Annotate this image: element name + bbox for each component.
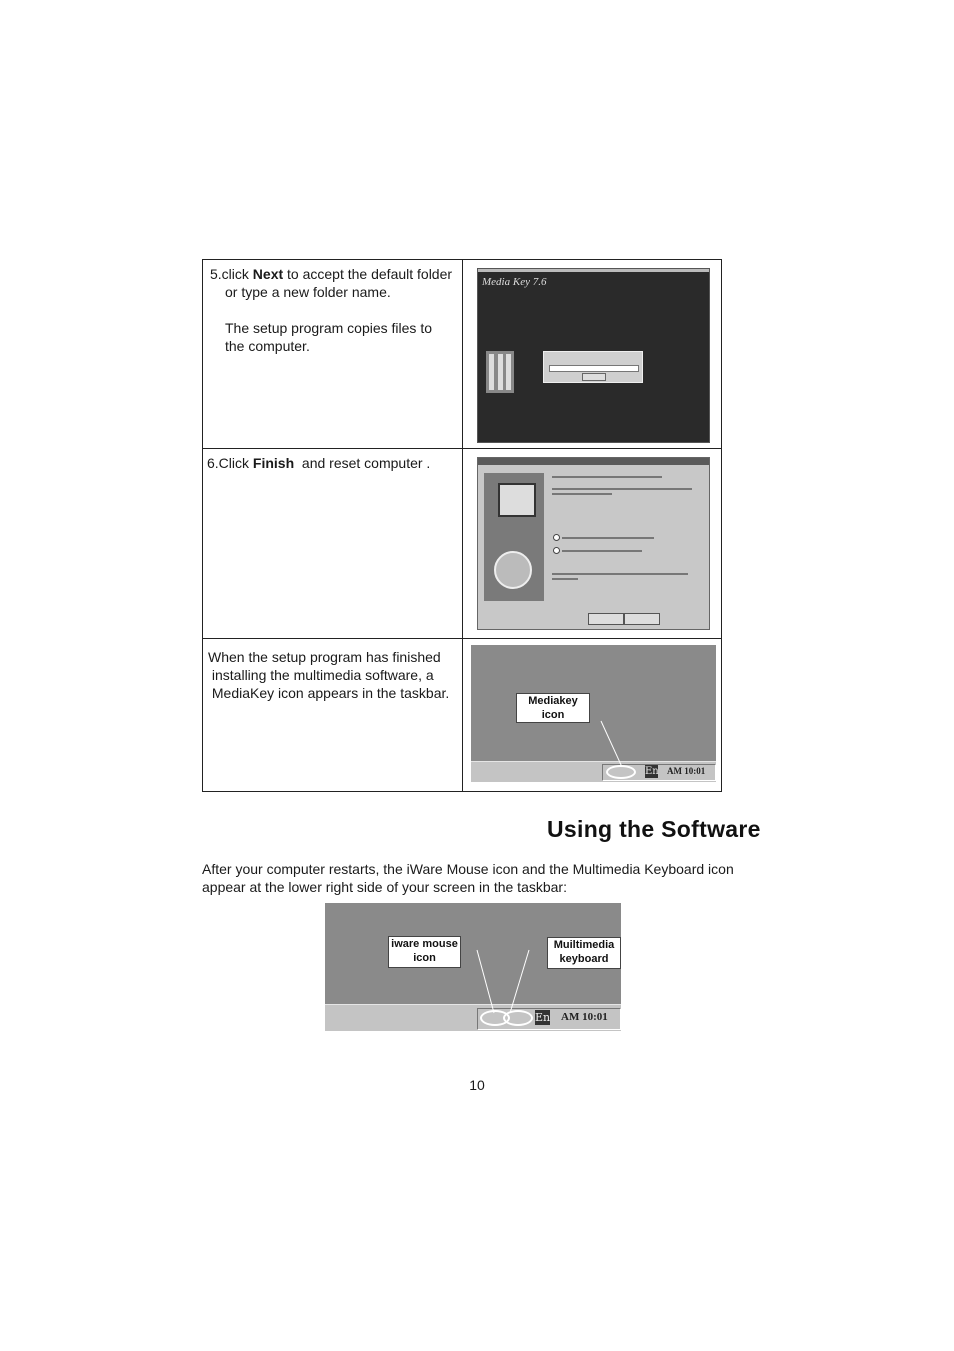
step-row-5 [203, 260, 721, 449]
language-indicator: En [535, 1011, 551, 1024]
multimedia-keyboard-icon [503, 1010, 533, 1026]
info-line-3: MediaKey icon appears in the taskbar. [208, 685, 450, 701]
column-divider [462, 260, 463, 448]
back-button [588, 613, 624, 625]
taskbar-icons-screenshot [325, 903, 621, 1031]
setup-wizard-graphic [484, 473, 544, 601]
text-line [562, 550, 642, 552]
taskbar-clock: AM 10:01 [667, 766, 706, 776]
section-heading: Using the Software [547, 816, 761, 842]
monitor-graphic [498, 483, 536, 517]
iware-mouse-callout: iware mouse icon [388, 936, 461, 968]
column-divider [462, 639, 463, 791]
page-number: 10 [469, 1077, 485, 1093]
mediakey-callout: Mediakey icon [516, 693, 590, 723]
taskbar [325, 1004, 621, 1031]
text-line [552, 493, 612, 495]
step-row-6 [203, 449, 721, 639]
taskbar-screenshot [471, 645, 716, 782]
steps-table [202, 259, 722, 792]
language-indicator: En [645, 766, 659, 777]
step-5-line-3: The setup program copies files to [225, 320, 432, 336]
cancel-button [582, 373, 606, 381]
finish-button [624, 613, 660, 625]
text-line [552, 573, 688, 575]
multimedia-keyboard-callout: Muiltimedia keyboard [547, 937, 621, 969]
restart-later-radio [553, 547, 560, 554]
step-5-line-4: the computer. [225, 338, 310, 354]
text-line [552, 488, 692, 490]
copy-progress-dialog [543, 351, 643, 383]
taskbar-clock: AM 10:01 [561, 1011, 608, 1023]
setup-complete-screenshot [477, 457, 710, 630]
text-line [562, 537, 654, 539]
taskbar [471, 761, 716, 782]
taskbar-info-row [203, 639, 721, 791]
info-line-2: installing the multimedia software, a [208, 667, 434, 683]
column-divider [462, 449, 463, 638]
step-6-line-1: 6.Click Finish and reset computer . [207, 455, 431, 471]
installer-app-title: Media Key 7.6 [482, 276, 547, 288]
info-line-1: When the setup program has finished [208, 649, 441, 665]
window-titlebar [478, 269, 709, 272]
step-5-line-2: or type a new folder name. [225, 284, 391, 300]
text-line [552, 578, 578, 580]
step-5-line-1: 5.click Next to accept the default folder [210, 266, 453, 282]
mediakey-icon [606, 765, 636, 779]
window-titlebar [478, 458, 709, 465]
installer-progress-screenshot [477, 268, 710, 443]
section-paragraph: After your computer restarts, the iWare Mouse icon and the Multimedia Keyboard icon appear at the lower right side of your screen in the taskbar: [202, 861, 734, 895]
restart-now-radio [553, 534, 560, 541]
installer-side-graphic [486, 351, 514, 393]
copy-progress-bar [549, 365, 639, 372]
text-line [552, 476, 662, 478]
cd-graphic [494, 551, 532, 589]
